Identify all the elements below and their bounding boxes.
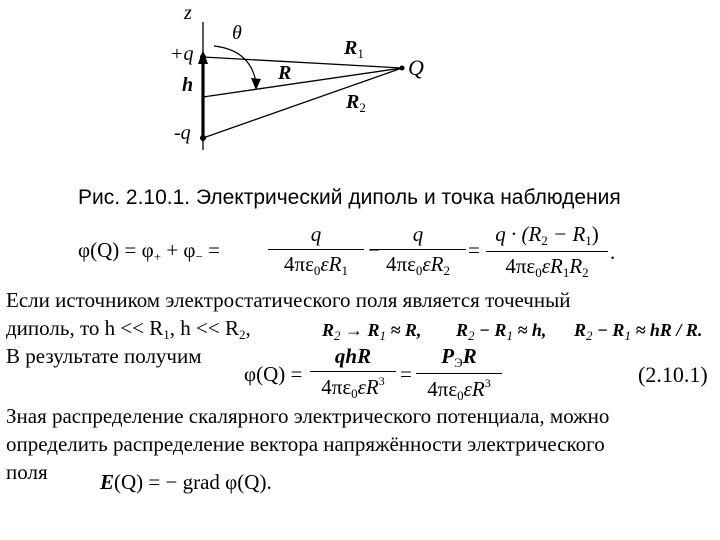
eq1-period: . (610, 240, 616, 264)
eq1-frac1: q $4\pi\varepsilon_0\varepsilon R_1$ (268, 222, 364, 279)
paragraph-1-line-2: диполь, то $h << R_1$, $h << R_2$, (6, 316, 251, 342)
r-label: R (278, 62, 292, 84)
z-label: z (184, 2, 192, 24)
r-line (203, 68, 402, 97)
paragraph-2-line-3: поля (6, 460, 48, 484)
eq1-minus: − (368, 238, 380, 262)
eq1-lhs: $\varphi(Q) = \varphi_+ + \varphi_-$ = (78, 238, 220, 264)
equation-3: E(Q) = − grad φ(Q). (100, 470, 272, 494)
q-point-label: Q (408, 55, 424, 80)
theta-arc (214, 46, 256, 82)
eq2-frac1: qhR $4\pi\varepsilon_0\varepsilon R^3$ (310, 344, 396, 402)
r2-label: $R_2$ (346, 91, 366, 115)
eq2-equals: = (400, 362, 412, 386)
eq2-lhs: φ(Q) = (244, 362, 303, 386)
eq1-equals: = (468, 238, 480, 262)
condition-2: $R_2 - R_1 \approx h$, (456, 320, 547, 343)
point-q (400, 66, 405, 71)
condition-3: $R_2 - R_1$ ≈ hR / R. (574, 320, 703, 343)
equation-number: (2.10.1) (638, 362, 708, 387)
minus-q-label: -q (174, 122, 191, 144)
condition-1: $R_2 \to R_1 \approx R$, (322, 320, 422, 343)
h-label: h (182, 74, 194, 96)
paragraph-2-line-1: Зная распределение скалярного электрического потенциала, можно (6, 404, 610, 428)
eq2-frac2: $P_ЭR$ $4\pi\varepsilon_0\varepsilon R^3$ (416, 344, 502, 404)
r1-line (203, 57, 402, 68)
figure-caption: Рис. 2.10.1. Электрический диполь и точка наблюдения (78, 186, 621, 209)
plus-q-label: +q (170, 43, 194, 65)
theta-label: θ (232, 22, 242, 44)
eq1-frac3: $q \cdot (R_2 - R_1)$ $4\pi\varepsilon_0\varepsilon R_1R_2$ (486, 222, 608, 281)
dipole-diagram (0, 0, 720, 180)
paragraph-1-line-3: В результате получим (6, 344, 202, 368)
eq1-frac2: q $4\pi\varepsilon_0\varepsilon R_2$ (370, 222, 466, 279)
r2-line (203, 68, 402, 138)
paragraph-1-line-1: Если источником электростатического поля является точечный (6, 288, 571, 312)
paragraph-2-line-2: определить распределение вектора напряжённости электрического (6, 432, 605, 456)
r1-label: $R_1$ (344, 37, 364, 61)
